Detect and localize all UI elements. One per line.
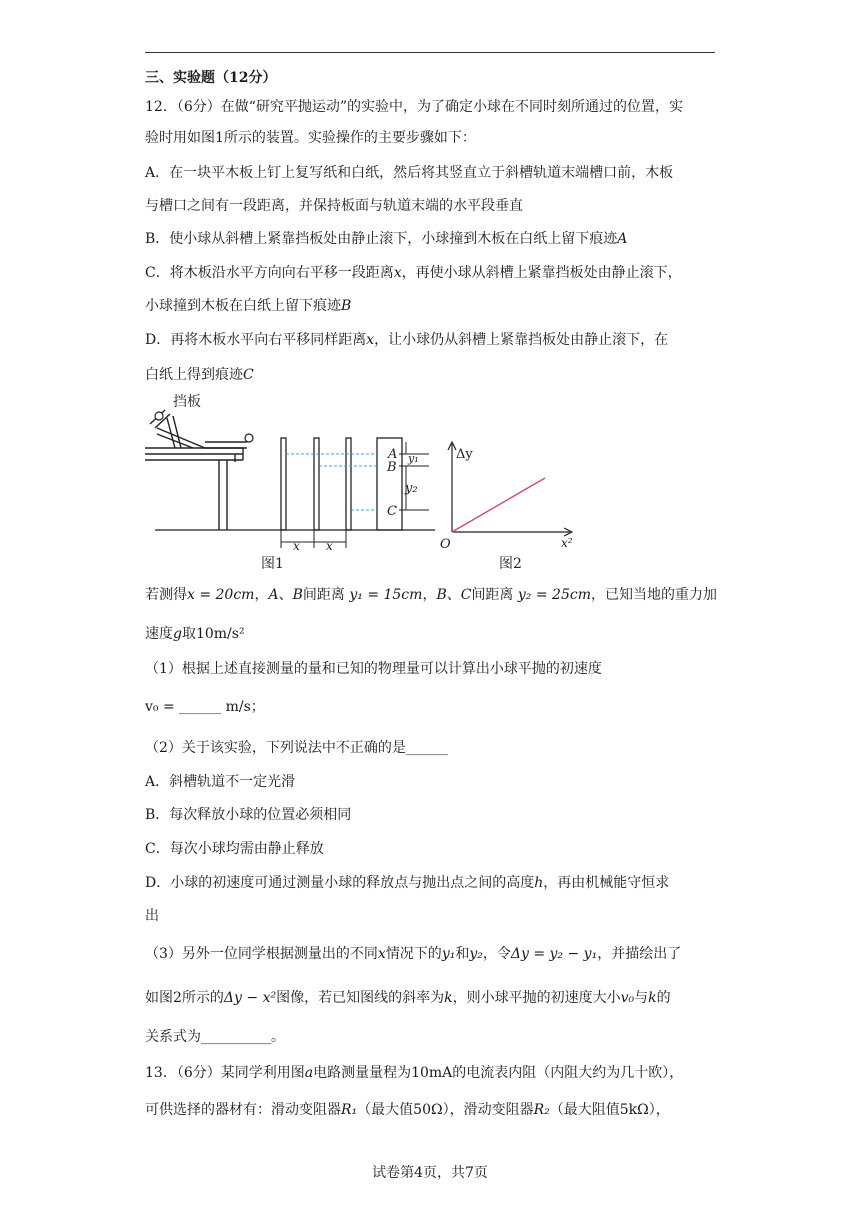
experiment-figure <box>145 392 585 572</box>
part3-line-2: 如图2所示的Δy − x²图像，若已知图线的斜率为k，则小球平抛的初速度大小v₀与k的 <box>145 990 671 1006</box>
point-c-label: C <box>387 504 397 519</box>
part2-question: （2）关于该实验，下列说法中不正确的是______ <box>145 740 448 756</box>
q13-line-1: 13．（6分）某同学利用图a电路测量量程为10mA的电流表内阻（内阻大约为几十欧）， <box>145 1065 684 1081</box>
step-a-2: 与槽口之间有一段距离，并保持板面与轨道末端的水平段垂直 <box>145 198 523 214</box>
step-d-1: D．再将木板水平向右平移同样距离x，让小球仍从斜槽上紧靠挡板处由静止滚下，在 <box>145 332 669 348</box>
given-line-2: 速度g取10m/s² <box>145 626 245 642</box>
y1-label: y₁ <box>408 452 419 465</box>
step-d-2: 白纸上得到痕迹C <box>145 367 254 383</box>
ball-at-baffle <box>155 412 163 420</box>
board-positions <box>281 438 402 530</box>
x-label-1: x <box>293 539 300 553</box>
x-dimension <box>281 530 346 548</box>
option-d-1: D．小球的初速度可通过测量小球的释放点与抛出点之间的高度h，再由机械能守恒求 <box>145 875 670 891</box>
step-c-1: C．将木板沿水平方向向右平移一段距离x，再使小球从斜槽上紧靠挡板处由静止滚下， <box>145 265 682 281</box>
step-a-1: A．在一块平木板上钉上复写纸和白纸，然后将其竖直立于斜槽轨道末端槽口前，木板 <box>145 165 674 181</box>
q12-intro-1: 12．（6分）在做“研究平抛运动”的实验中，为了确定小球在不同时刻所通过的位置，实 <box>145 99 684 115</box>
baffle-label: 挡板 <box>173 394 201 410</box>
given-line-1: 若测得x = 20cm，A、B间距离 y₁ = 15cm，B、C间距离 y₂ = 25cm，已知当地的重力加 <box>145 587 717 603</box>
ball-at-exit <box>245 434 253 442</box>
part3-line-3: 关系式为__________。 <box>145 1029 285 1045</box>
point-b-label: B <box>387 460 397 475</box>
origin-label: O <box>440 537 451 552</box>
graph2-line <box>452 478 545 532</box>
fig1-label: 图1 <box>261 556 284 572</box>
option-a: A．斜槽轨道不一定光滑 <box>145 774 296 790</box>
option-c: C．每次小球均需由静止释放 <box>145 841 324 857</box>
q13-line-2: 可供选择的器材有：滑动变阻器R₁（最大值50Ω），滑动变阻器R₂（最大阻值5kΩ）， <box>145 1102 670 1118</box>
section-title: 三、实验题（12分） <box>145 70 277 86</box>
step-b: B．使小球从斜槽上紧靠挡板处由静止滚下，小球撞到木板在白纸上留下痕迹A <box>145 231 628 247</box>
step-c-2: 小球撞到木板在白纸上留下痕迹B <box>145 298 352 314</box>
trace-lines <box>286 454 377 510</box>
axis-dy-label: Δy <box>456 447 473 462</box>
page-footer: 试卷第4页，共7页 <box>372 1165 488 1181</box>
part1-line-2: v₀ = ______ m/s； <box>145 699 265 715</box>
table-apparatus <box>145 410 247 530</box>
point-a-label: A <box>388 447 398 462</box>
part1-line-1: （1）根据上述直接测量的量和已知的物理量可以计算出小球平抛的初速度 <box>145 661 602 677</box>
x-label-2: x <box>326 539 333 553</box>
y2-label: y₂ <box>405 481 418 496</box>
option-d-2: 出 <box>145 908 159 924</box>
q12-intro-2: 验时用如图1所示的装置。实验操作的主要步骤如下： <box>145 130 476 146</box>
part3-line-1: （3）另外一位同学根据测量出的不同x情况下的y₁和y₂，令Δy = y₂ − y₁，并描绘出了 <box>145 946 682 962</box>
option-b: B．每次释放小球的位置必须相同 <box>145 807 352 823</box>
top-rule <box>145 52 715 53</box>
fig2-label: 图2 <box>499 556 522 572</box>
axis-x2-label: x² <box>561 536 573 550</box>
